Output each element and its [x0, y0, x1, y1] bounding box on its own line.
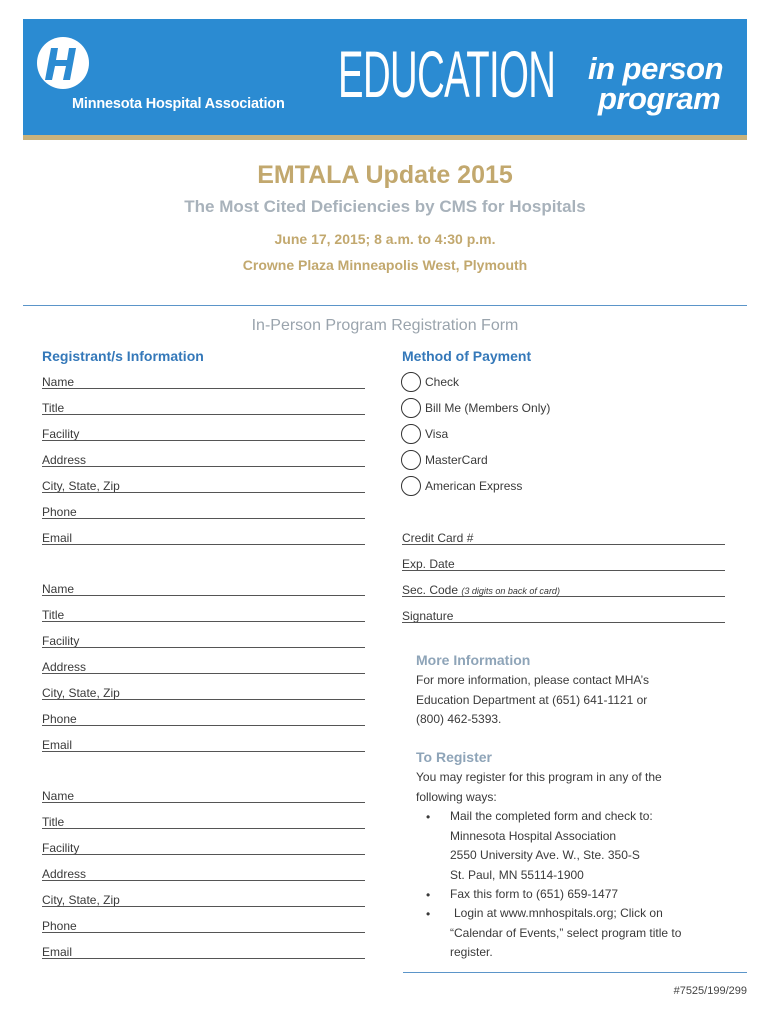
email-field-2[interactable]	[42, 738, 365, 756]
title-label: Title	[42, 815, 70, 829]
facility-field-2[interactable]	[42, 634, 365, 652]
email-field-1[interactable]	[42, 531, 365, 549]
phone-label: Phone	[42, 919, 83, 933]
facility-label: Facility	[42, 841, 85, 855]
payment-heading: Method of Payment	[402, 348, 532, 364]
phone-field-1[interactable]	[42, 505, 365, 523]
signature-field[interactable]	[402, 609, 725, 627]
name-field-1[interactable]	[42, 375, 365, 393]
bullet-fax: •	[426, 888, 431, 902]
address-field-1[interactable]	[42, 453, 365, 471]
address-label: Address	[42, 660, 92, 674]
sec-code-note: (3 digits on back of card)	[461, 586, 560, 596]
exp-date-field[interactable]	[402, 557, 725, 575]
sec-code-label: Sec. Code	[402, 583, 459, 597]
mha-logo-icon	[36, 36, 90, 90]
header-stripe	[23, 135, 747, 140]
name-field-3[interactable]	[42, 789, 365, 807]
city-state-zip-field-1[interactable]	[42, 479, 365, 497]
event-date: June 17, 2015; 8 a.m. to 4:30 p.m.	[274, 231, 496, 247]
login-line: “Calendar of Events,” select program title to	[450, 925, 682, 940]
divider-bottom	[403, 972, 747, 973]
name-label: Name	[42, 375, 80, 389]
form-title: In-Person Program Registration Form	[251, 317, 519, 334]
payment-bill-me-label: Bill Me (Members Only)	[425, 401, 551, 415]
mail-line: St. Paul, MN 55114-1900	[450, 867, 584, 882]
bullet-login: •	[426, 907, 431, 921]
phone-field-2[interactable]	[42, 712, 365, 730]
more-info-line: For more information, please contact MHA’s	[416, 673, 649, 687]
divider-top	[23, 305, 747, 306]
education-word: EDUCATION	[338, 37, 556, 111]
payment-check-label: Check	[425, 375, 460, 389]
phone-field-3[interactable]	[42, 919, 365, 937]
event-subtitle: The Most Cited Deficiencies by CMS for Hospitals	[184, 197, 586, 216]
more-info-heading: More Information	[416, 652, 531, 668]
phone-label: Phone	[42, 712, 83, 726]
city-state-zip-label: City, State, Zip	[42, 479, 126, 493]
city-state-zip-label: City, State, Zip	[42, 893, 126, 907]
email-label: Email	[42, 945, 78, 959]
to-register-intro-line: following ways:	[416, 789, 497, 804]
payment-amex-radio[interactable]	[401, 476, 421, 496]
email-label: Email	[42, 738, 78, 752]
login-instructions	[450, 904, 681, 963]
form-code: #7525/199/299	[673, 985, 747, 997]
title-field-3[interactable]	[42, 815, 365, 833]
mail-line: 2550 University Ave. W., Ste. 350-S	[450, 848, 640, 862]
education-subtitle-2: program	[598, 81, 721, 116]
address-field-3[interactable]	[42, 867, 365, 885]
payment-mastercard-radio[interactable]	[401, 450, 421, 470]
mail-line: Minnesota Hospital Association	[450, 828, 617, 843]
address-field-2[interactable]	[42, 660, 365, 678]
payment-mastercard-label: MasterCard	[425, 453, 488, 467]
payment-visa-radio[interactable]	[401, 424, 421, 444]
address-label: Address	[42, 453, 92, 467]
logo-text: Minnesota Hospital Association	[72, 96, 285, 112]
name-label: Name	[42, 789, 80, 803]
name-label: Name	[42, 582, 80, 596]
phone-label: Phone	[42, 505, 83, 519]
facility-label: Facility	[42, 427, 85, 441]
signature-label: Signature	[402, 609, 459, 623]
sec-code-label-group	[402, 583, 566, 597]
registrants-heading: Registrant/s Information	[42, 348, 204, 364]
credit-card-label: Credit Card #	[402, 531, 479, 545]
to-register-intro-line: You may register for this program in any of the	[416, 770, 662, 784]
payment-check-radio[interactable]	[401, 372, 421, 392]
login-line: register.	[450, 945, 493, 959]
city-state-zip-label: City, State, Zip	[42, 686, 126, 700]
city-state-zip-field-3[interactable]	[42, 893, 365, 911]
mail-line: Mail the completed form and check to:	[450, 809, 653, 823]
title-field-2[interactable]	[42, 608, 365, 626]
event-venue: Crowne Plaza Minneapolis West, Plymouth	[242, 257, 528, 273]
name-field-2[interactable]	[42, 582, 365, 600]
to-register-intro	[416, 768, 662, 807]
event-title: EMTALA Update 2015	[257, 161, 513, 189]
facility-field-1[interactable]	[42, 427, 365, 445]
sec-code-field[interactable]	[402, 583, 725, 601]
fax-line: Fax this form to (651) 659-1477	[450, 887, 619, 901]
city-state-zip-field-2[interactable]	[42, 686, 365, 704]
more-info-text	[416, 671, 649, 730]
title-field-1[interactable]	[42, 401, 365, 419]
more-info-line: Education Department at (651) 641-1121 or	[416, 692, 648, 707]
address-label: Address	[42, 867, 92, 881]
exp-date-label: Exp. Date	[402, 557, 461, 571]
payment-visa-label: Visa	[425, 427, 449, 441]
mail-instructions	[450, 807, 653, 885]
credit-card-field[interactable]	[402, 531, 725, 549]
payment-bill-me-radio[interactable]	[401, 398, 421, 418]
email-field-3[interactable]	[42, 945, 365, 963]
facility-label: Facility	[42, 634, 85, 648]
email-label: Email	[42, 531, 78, 545]
bullet-mail: •	[426, 810, 431, 824]
payment-amex-label: American Express	[425, 479, 523, 493]
to-register-heading: To Register	[416, 749, 492, 765]
title-label: Title	[42, 608, 70, 622]
title-label: Title	[42, 401, 70, 415]
education-subtitle-1: in person	[588, 51, 724, 86]
login-line: Login at www.mnhospitals.org; Click on	[454, 906, 663, 920]
facility-field-3[interactable]	[42, 841, 365, 859]
more-info-line: (800) 462-5393.	[416, 712, 502, 726]
